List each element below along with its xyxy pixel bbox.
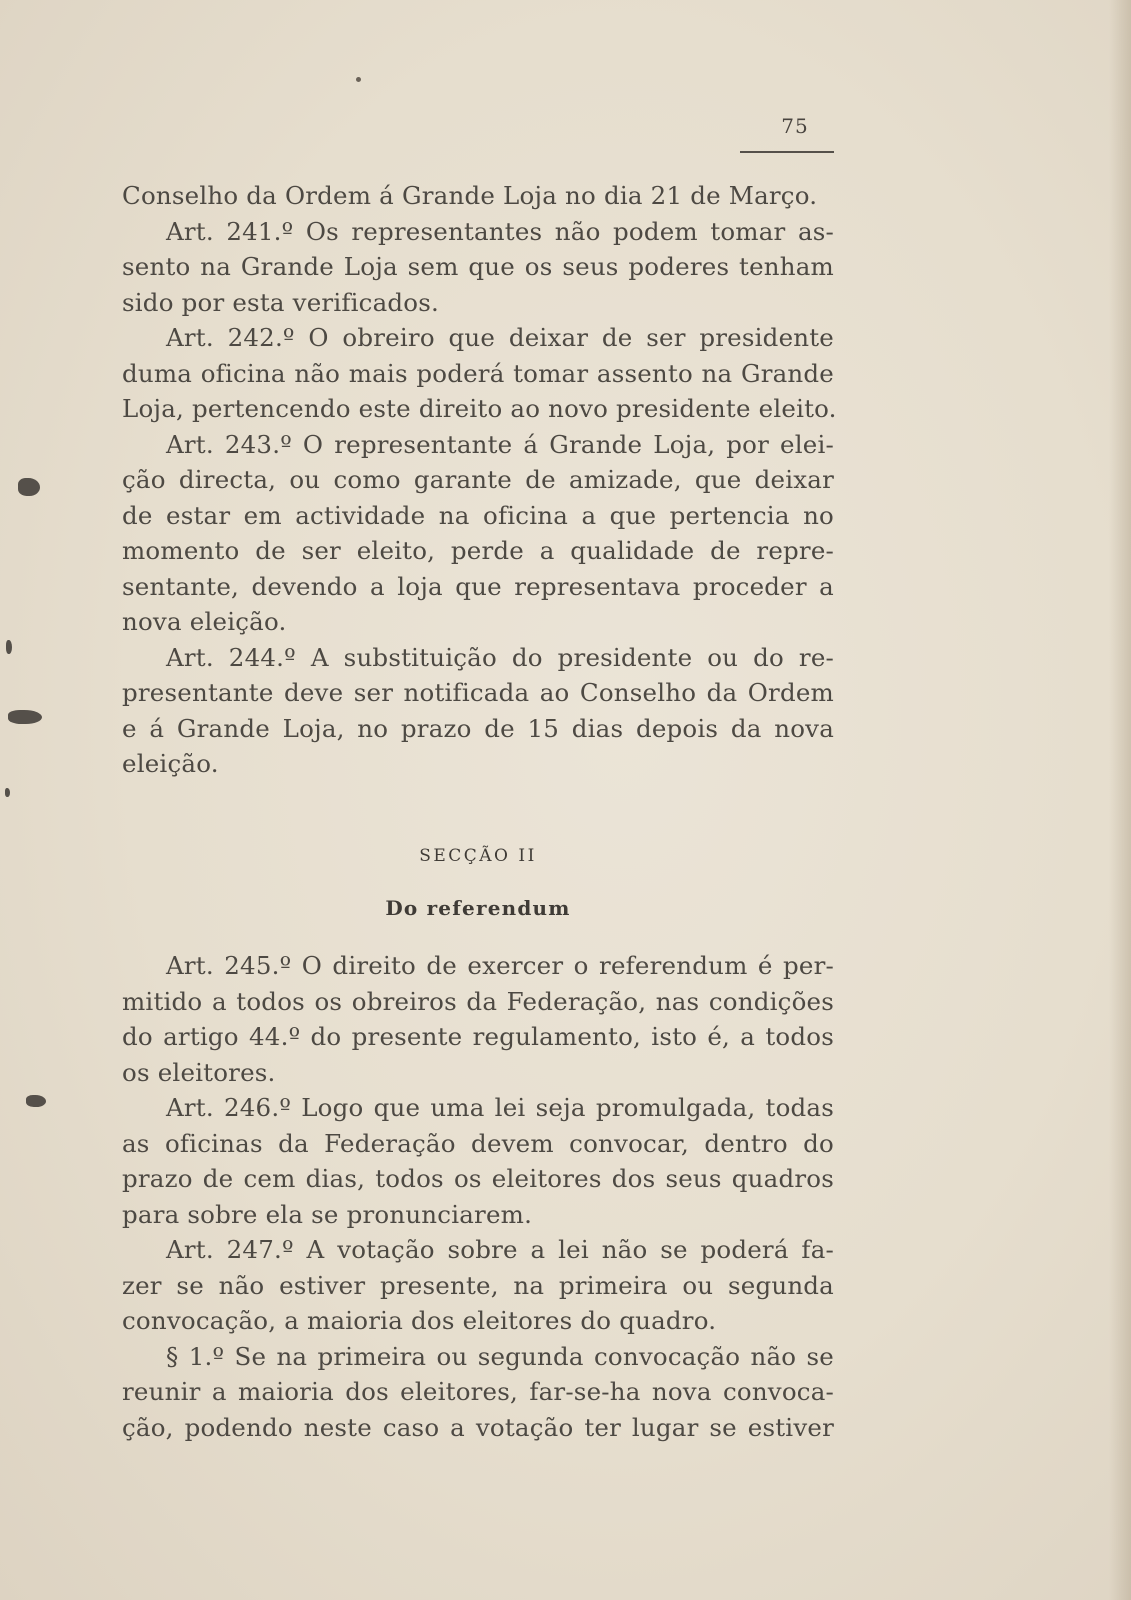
text-line: Art. 246.º Logo que uma lei seja promulgada, todas	[166, 1093, 834, 1122]
text-line: do artigo 44.º do presente regulamento, isto é, a todos	[122, 1022, 834, 1051]
binding-hole-mark	[5, 788, 10, 797]
text-line: para sobre ela se pronunciarem.	[122, 1199, 533, 1229]
text-line: presentante deve ser notificada ao Conselho da Ordem	[122, 678, 834, 707]
text-line: sento na Grande Loja sem que os seus poderes tenham	[122, 252, 834, 281]
text-line: ção, podendo neste caso a votação ter lugar se estiver	[122, 1412, 834, 1442]
page-number-rule	[740, 151, 834, 153]
text-line: Loja, pertencendo este direito ao novo presidente eleito.	[122, 394, 837, 423]
text-line: as oficinas da Federação devem convocar, dentro do	[122, 1128, 834, 1158]
ink-dot	[356, 77, 361, 82]
text-line: ção directa, ou como garante de amizade, que deixar	[122, 465, 834, 494]
text-line: mitido a todos os obreiros da Federação, nas condições	[122, 986, 834, 1016]
binding-hole-mark	[26, 1095, 46, 1107]
text-line: convocação, a maioria dos eleitores do quadro.	[122, 1306, 717, 1335]
text-line: Art. 241.º Os representantes não podem tomar as-	[166, 216, 834, 246]
section-title: Do referendum	[385, 896, 571, 920]
page-number: 75	[781, 114, 809, 138]
text-line: eleição.	[122, 749, 219, 778]
body-text-part-2	[122, 948, 834, 1445]
binding-hole-mark	[8, 710, 42, 724]
binding-hole-mark	[6, 640, 12, 654]
body-text-part-1	[122, 178, 837, 782]
text-line: reunir a maioria dos eleitores, far-se-ha nova convoca-	[122, 1377, 834, 1406]
text-line: Art. 245.º O direito de exercer o referendum é per-	[166, 951, 834, 980]
text-line: prazo de cem dias, todos os eleitores dos seus quadros	[122, 1164, 834, 1193]
text-line: Art. 243.º O representante á Grande Loja, por elei-	[166, 429, 834, 459]
text-line: momento de ser eleito, perde a qualidade de repre-	[122, 536, 834, 565]
text-line: Art. 247.º A votação sobre a lei não se poderá fa-	[166, 1235, 834, 1264]
text-line: zer se não estiver presente, na primeira ou segunda	[122, 1270, 834, 1300]
text-line: sido por esta verificados.	[122, 287, 439, 317]
text-line: duma oficina não mais poderá tomar assento na Grande	[122, 358, 834, 388]
text-line: Art. 242.º O obreiro que deixar de ser presidente	[166, 323, 834, 352]
text-line: § 1.º Se na primeira ou segunda convocação não se	[166, 1341, 834, 1371]
text-line: nova eleição.	[122, 607, 287, 636]
binding-hole-mark	[18, 478, 40, 496]
text-line: sentante, devendo a loja que representava proceder a	[122, 571, 834, 601]
text-line: Art. 244.º A substituição do presidente ou do re-	[166, 642, 834, 672]
text-line: e á Grande Loja, no prazo de 15 dias depois da nova	[122, 713, 834, 743]
page-edge-shadow	[1109, 0, 1131, 1600]
text-line: Conselho da Ordem á Grande Loja no dia 21 de Março.	[122, 181, 818, 210]
text-line: de estar em actividade na oficina a que pertencia no	[122, 500, 834, 530]
text-line: os eleitores.	[122, 1057, 276, 1087]
section-number: SECÇÃO II	[419, 846, 537, 866]
